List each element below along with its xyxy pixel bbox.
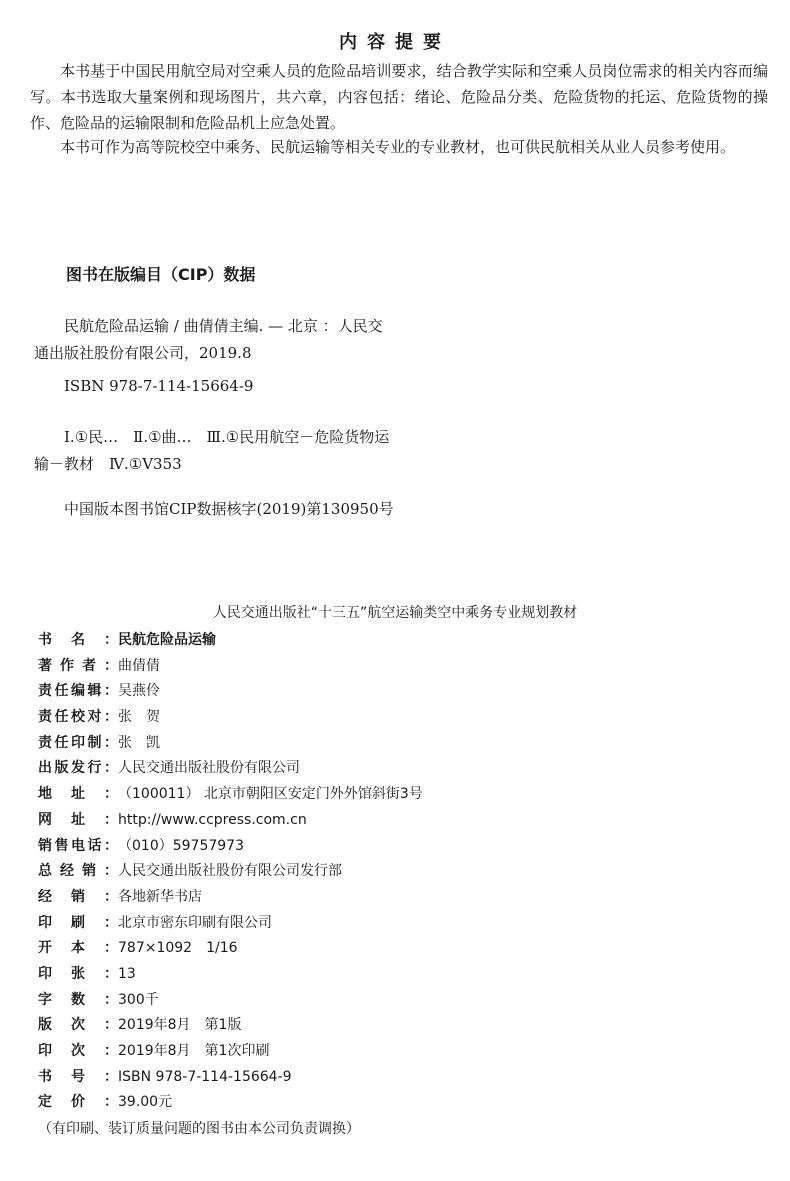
summary-title: 内容提要 — [339, 32, 451, 53]
info-label: 定价： — [38, 1094, 118, 1111]
cip-title-entry — [34, 313, 504, 367]
cip-title-line-2: 通出版社股份有限公司，2019.8 — [34, 344, 252, 362]
info-label: 责任编辑： — [38, 683, 118, 700]
info-label: 经销： — [38, 888, 118, 905]
info-value: ISBN 978-7-114-15664-9 — [118, 1068, 292, 1085]
info-value: 张 凯 — [118, 734, 160, 751]
info-row — [38, 1065, 758, 1091]
cip-verify — [64, 496, 564, 523]
info-row — [38, 628, 758, 654]
info-label: 著作者： — [38, 657, 118, 674]
info-label: 书名： — [38, 632, 118, 648]
info-row — [38, 988, 758, 1014]
info-value: 39.00元 — [118, 1094, 173, 1111]
info-value: （100011） 北京市朝阳区安定门外外馆斜街3号 — [118, 786, 423, 803]
cip-class-line-1: Ⅰ.①民… Ⅱ.①曲… Ⅲ.①民用航空－危险货物运 — [64, 428, 390, 446]
info-value: 人民交通出版社股份有限公司 — [118, 760, 300, 777]
info-row — [38, 885, 758, 911]
publication-info-table — [38, 628, 758, 1116]
info-label: 印次： — [38, 1043, 118, 1059]
info-value: http://www.ccpress.com.cn — [118, 811, 307, 828]
info-label: 责任校对： — [38, 709, 118, 726]
info-row — [38, 1039, 758, 1065]
info-label: 书号： — [38, 1068, 118, 1085]
info-value: 吴燕伶 — [118, 683, 160, 700]
info-row — [38, 731, 758, 757]
info-row — [38, 1090, 758, 1116]
info-value: 2019年8月 第1版 — [118, 1017, 242, 1034]
info-row — [38, 911, 758, 937]
info-label: 总经销： — [38, 863, 118, 880]
info-label: 网址： — [38, 811, 118, 828]
info-value: 各地新华书店 — [118, 888, 202, 905]
info-row — [38, 936, 758, 962]
info-row — [38, 962, 758, 988]
cip-class-line-2: 输－教材 Ⅳ.①V353 — [34, 455, 182, 473]
info-row — [38, 1013, 758, 1039]
info-value: （010）59757973 — [118, 837, 244, 854]
info-row — [38, 705, 758, 731]
info-row — [38, 756, 758, 782]
info-label: 字数： — [38, 991, 118, 1008]
info-value: 人民交通出版社股份有限公司发行部 — [118, 863, 342, 880]
info-label: 责任印制： — [38, 734, 118, 751]
cip-isbn — [64, 373, 504, 400]
info-label: 销售电话： — [38, 837, 118, 854]
info-label: 开本： — [38, 940, 118, 957]
info-value: 300千 — [118, 991, 159, 1008]
info-row — [38, 782, 758, 808]
info-value: 2019年8月 第1次印刷 — [118, 1043, 270, 1059]
info-label: 印张： — [38, 965, 118, 982]
info-label: 地址： — [38, 786, 118, 803]
info-value: 13 — [118, 965, 136, 982]
summary-paragraph-2: 本书可作为高等院校空中乘务、民航运输等相关专业的专业教材，也可供民航相关从业人员参考使用。 — [60, 138, 736, 156]
info-label: 版次： — [38, 1017, 118, 1034]
info-value: 张 贺 — [118, 709, 160, 726]
cip-classification — [34, 424, 504, 478]
info-value: 曲倩倩 — [118, 657, 160, 674]
info-value: 北京市密东印刷有限公司 — [118, 914, 272, 931]
cip-title-line-1: 民航危险品运输 / 曲倩倩主编. — 北京 ：人民交 — [64, 317, 383, 335]
info-label: 印刷： — [38, 914, 118, 931]
info-row — [38, 859, 758, 885]
cip-isbn-line: ISBN 978-7-114-15664-9 — [64, 377, 254, 395]
cip-verify-line: 中国版本图书馆CIP数据核字(2019)第130950号 — [64, 500, 394, 518]
info-value: 787×1092 1/16 — [118, 940, 238, 957]
series-title: 人民交通出版社“十三五”航空运输类空中乘务专业规划教材 — [212, 605, 578, 621]
summary-paragraph-1: 本书基于中国民用航空局对空乘人员的危险品培训要求，结合教学实际和空乘人员岗位需求的相关内容而编写。本书选取大量案例和现场图片，共六章，内容包括：绪论、危险品分类、危险货物的托运、危险货物的操作、危险品的运输限制和危险品机上应急处置。 — [30, 62, 768, 132]
info-row — [38, 834, 758, 860]
quality-note: （有印刷、装订质量问题的图书由本公司负责调换） — [38, 1121, 360, 1137]
info-row — [38, 654, 758, 680]
info-row — [38, 679, 758, 705]
info-value: 民航危险品运输 — [118, 632, 216, 648]
cip-heading: 图书在版编目（CIP）数据 — [66, 265, 256, 284]
info-row — [38, 808, 758, 834]
info-label: 出版发行： — [38, 760, 118, 777]
